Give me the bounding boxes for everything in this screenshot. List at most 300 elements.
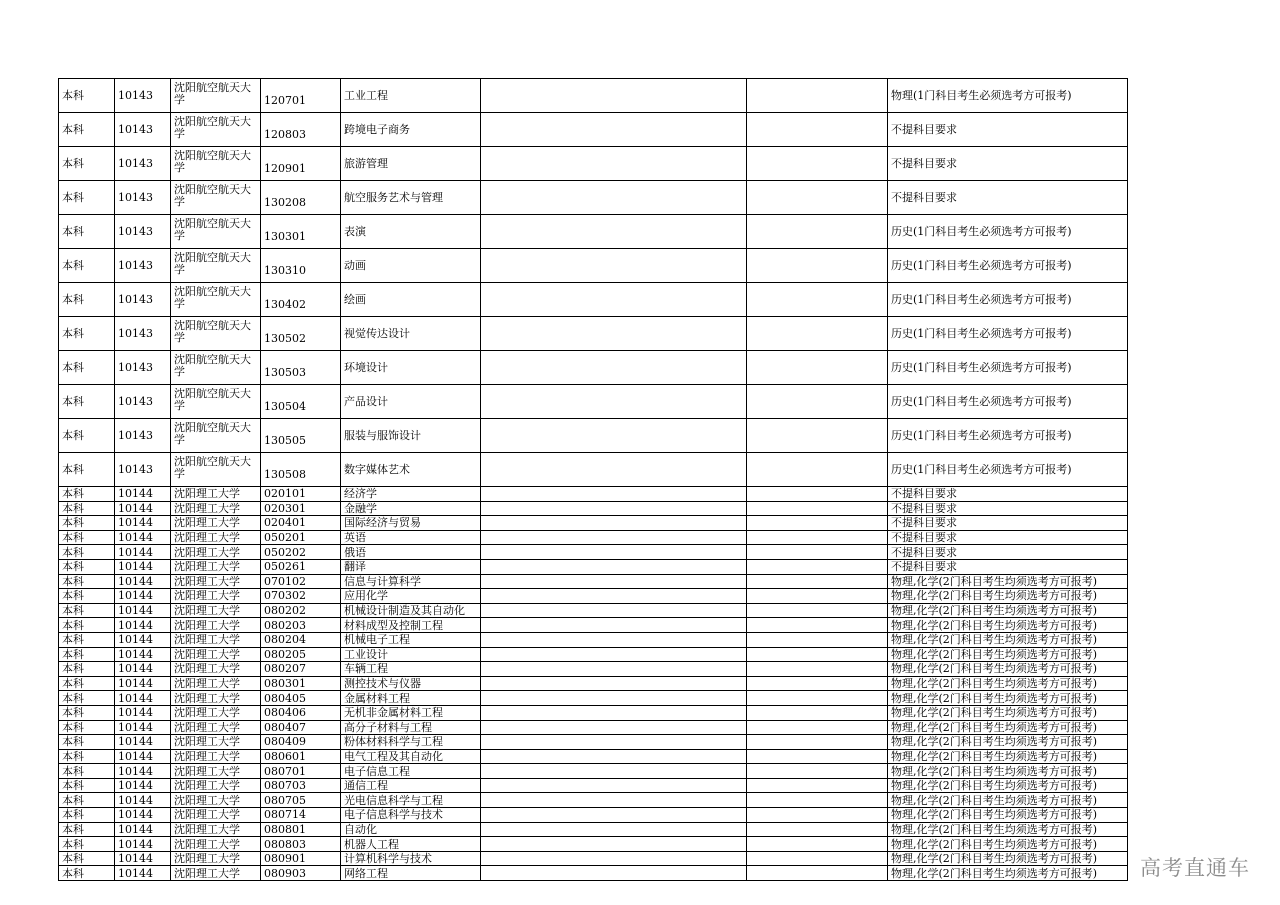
university-name-text: 沈阳航空航天大学 <box>174 286 251 310</box>
major-name-cell: 测控技术与仪器 <box>341 676 481 691</box>
subject-requirement-cell: 不提科目要求 <box>888 545 1128 560</box>
institution-code-cell: 10144 <box>115 618 171 633</box>
major-name-cell: 计算机科学与技术 <box>341 851 481 866</box>
empty-cell <box>481 215 747 249</box>
table-row <box>59 603 1128 618</box>
level-cell: 本科 <box>59 79 115 113</box>
table-row <box>59 453 1128 487</box>
level-cell: 本科 <box>59 317 115 351</box>
table-row <box>59 351 1128 385</box>
table-row <box>59 589 1128 604</box>
subject-requirement-cell: 不提科目要求 <box>888 530 1128 545</box>
institution-code-cell: 10144 <box>115 574 171 589</box>
major-code-cell: 080701 <box>261 764 341 779</box>
institution-code-cell: 10143 <box>115 215 171 249</box>
major-code-cell: 130310 <box>261 249 341 283</box>
institution-code-cell: 10144 <box>115 559 171 574</box>
table-row <box>59 822 1128 837</box>
major-name-cell: 跨境电子商务 <box>341 113 481 147</box>
empty-cell <box>481 778 747 793</box>
table-row <box>59 618 1128 633</box>
institution-code-cell: 10143 <box>115 317 171 351</box>
university-name-cell: 沈阳理工大学 <box>171 808 261 823</box>
institution-code-cell: 10144 <box>115 778 171 793</box>
empty-cell <box>747 851 888 866</box>
university-name-cell: 沈阳理工大学 <box>171 764 261 779</box>
level-cell: 本科 <box>59 735 115 750</box>
institution-code-cell: 10144 <box>115 793 171 808</box>
institution-code-cell: 10144 <box>115 530 171 545</box>
level-cell: 本科 <box>59 866 115 881</box>
empty-cell <box>747 215 888 249</box>
empty-cell <box>481 632 747 647</box>
institution-code-cell: 10144 <box>115 808 171 823</box>
university-name-cell: 沈阳理工大学 <box>171 516 261 531</box>
major-code-cell: 130503 <box>261 351 341 385</box>
empty-cell <box>481 419 747 453</box>
empty-cell <box>481 181 747 215</box>
subject-requirement-cell: 历史(1门科目考生必须选考方可报考) <box>888 215 1128 249</box>
empty-cell <box>747 837 888 852</box>
empty-cell <box>747 676 888 691</box>
major-code-cell: 080803 <box>261 837 341 852</box>
university-name-cell: 沈阳理工大学 <box>171 749 261 764</box>
table-row <box>59 866 1128 881</box>
subject-requirement-cell: 历史(1门科目考生必须选考方可报考) <box>888 453 1128 487</box>
empty-cell <box>481 385 747 419</box>
empty-cell <box>481 735 747 750</box>
level-cell: 本科 <box>59 385 115 419</box>
empty-cell <box>747 705 888 720</box>
major-name-cell: 金融学 <box>341 501 481 516</box>
empty-cell <box>747 691 888 706</box>
subject-requirement-cell: 物理,化学(2门科目考生均须选考方可报考) <box>888 691 1128 706</box>
empty-cell <box>481 113 747 147</box>
institution-code-cell: 10144 <box>115 720 171 735</box>
table-row <box>59 808 1128 823</box>
level-cell: 本科 <box>59 603 115 618</box>
table-row <box>59 735 1128 750</box>
empty-cell <box>747 778 888 793</box>
empty-cell <box>481 530 747 545</box>
university-name-text: 沈阳航空航天大学 <box>174 116 251 140</box>
university-name-text: 沈阳航空航天大学 <box>174 422 251 446</box>
university-name-cell <box>171 79 261 113</box>
level-cell: 本科 <box>59 647 115 662</box>
empty-cell <box>481 545 747 560</box>
university-name-cell: 沈阳理工大学 <box>171 603 261 618</box>
institution-code-cell: 10144 <box>115 764 171 779</box>
major-name-cell: 金属材料工程 <box>341 691 481 706</box>
table-row <box>59 516 1128 531</box>
major-code-cell: 130301 <box>261 215 341 249</box>
empty-cell <box>481 793 747 808</box>
empty-cell <box>747 764 888 779</box>
university-name-cell <box>171 385 261 419</box>
empty-cell <box>747 632 888 647</box>
empty-cell <box>481 618 747 633</box>
empty-cell <box>747 79 888 113</box>
level-cell: 本科 <box>59 113 115 147</box>
level-cell: 本科 <box>59 215 115 249</box>
university-name-cell <box>171 317 261 351</box>
major-name-cell: 通信工程 <box>341 778 481 793</box>
level-cell: 本科 <box>59 618 115 633</box>
university-name-cell: 沈阳理工大学 <box>171 632 261 647</box>
institution-code-cell: 10144 <box>115 837 171 852</box>
institution-code-cell: 10144 <box>115 822 171 837</box>
subject-requirement-cell: 历史(1门科目考生必须选考方可报考) <box>888 419 1128 453</box>
university-name-cell: 沈阳理工大学 <box>171 545 261 560</box>
table-row <box>59 501 1128 516</box>
requirements-table <box>58 78 1128 881</box>
level-cell: 本科 <box>59 283 115 317</box>
table-row <box>59 317 1128 351</box>
subject-requirement-cell: 物理,化学(2门科目考生均须选考方可报考) <box>888 720 1128 735</box>
level-cell: 本科 <box>59 749 115 764</box>
level-cell: 本科 <box>59 545 115 560</box>
institution-code-cell: 10143 <box>115 79 171 113</box>
level-cell: 本科 <box>59 676 115 691</box>
table-row <box>59 249 1128 283</box>
empty-cell <box>481 720 747 735</box>
major-code-cell: 080301 <box>261 676 341 691</box>
university-name-cell <box>171 283 261 317</box>
major-name-cell: 俄语 <box>341 545 481 560</box>
empty-cell <box>481 501 747 516</box>
major-code-cell: 130502 <box>261 317 341 351</box>
empty-cell <box>747 351 888 385</box>
major-code-cell: 130402 <box>261 283 341 317</box>
major-code-cell: 130505 <box>261 419 341 453</box>
subject-requirement-cell: 不提科目要求 <box>888 501 1128 516</box>
major-code-cell: 080407 <box>261 720 341 735</box>
major-code-cell: 020401 <box>261 516 341 531</box>
empty-cell <box>747 501 888 516</box>
university-name-cell: 沈阳理工大学 <box>171 574 261 589</box>
empty-cell <box>747 545 888 560</box>
level-cell: 本科 <box>59 487 115 502</box>
major-code-cell: 080903 <box>261 866 341 881</box>
level-cell: 本科 <box>59 530 115 545</box>
university-name-cell <box>171 351 261 385</box>
empty-cell <box>481 691 747 706</box>
major-name-cell: 应用化学 <box>341 589 481 604</box>
institution-code-cell: 10144 <box>115 647 171 662</box>
major-code-cell: 120701 <box>261 79 341 113</box>
university-name-cell: 沈阳理工大学 <box>171 793 261 808</box>
subject-requirement-cell: 不提科目要求 <box>888 559 1128 574</box>
institution-code-cell: 10144 <box>115 866 171 881</box>
major-name-cell: 电子信息工程 <box>341 764 481 779</box>
university-name-cell: 沈阳理工大学 <box>171 501 261 516</box>
empty-cell <box>481 764 747 779</box>
table-row <box>59 676 1128 691</box>
major-name-cell: 工业工程 <box>341 79 481 113</box>
table-body <box>59 79 1128 881</box>
subject-requirement-cell: 物理,化学(2门科目考生均须选考方可报考) <box>888 793 1128 808</box>
major-code-cell: 050261 <box>261 559 341 574</box>
table-row <box>59 749 1128 764</box>
institution-code-cell: 10144 <box>115 691 171 706</box>
major-name-cell: 机器人工程 <box>341 837 481 852</box>
level-cell: 本科 <box>59 419 115 453</box>
table-row <box>59 632 1128 647</box>
institution-code-cell: 10143 <box>115 351 171 385</box>
subject-requirement-cell: 物理(1门科目考生必须选考方可报考) <box>888 79 1128 113</box>
major-code-cell: 080705 <box>261 793 341 808</box>
empty-cell <box>481 822 747 837</box>
empty-cell <box>481 79 747 113</box>
level-cell: 本科 <box>59 778 115 793</box>
table-row <box>59 662 1128 677</box>
institution-code-cell: 10144 <box>115 603 171 618</box>
university-name-cell: 沈阳理工大学 <box>171 676 261 691</box>
empty-cell <box>747 283 888 317</box>
major-name-cell: 视觉传达设计 <box>341 317 481 351</box>
subject-requirement-cell: 物理,化学(2门科目考生均须选考方可报考) <box>888 851 1128 866</box>
level-cell: 本科 <box>59 559 115 574</box>
major-name-cell: 机械电子工程 <box>341 632 481 647</box>
institution-code-cell: 10143 <box>115 113 171 147</box>
university-name-text: 沈阳航空航天大学 <box>174 184 251 208</box>
institution-code-cell: 10144 <box>115 735 171 750</box>
major-name-cell: 机械设计制造及其自动化 <box>341 603 481 618</box>
empty-cell <box>481 851 747 866</box>
table-row <box>59 764 1128 779</box>
subject-requirement-cell: 物理,化学(2门科目考生均须选考方可报考) <box>888 778 1128 793</box>
table-row <box>59 559 1128 574</box>
major-code-cell: 080409 <box>261 735 341 750</box>
table-row <box>59 530 1128 545</box>
empty-cell <box>747 589 888 604</box>
institution-code-cell: 10143 <box>115 385 171 419</box>
university-name-text: 沈阳航空航天大学 <box>174 388 251 412</box>
university-name-cell <box>171 453 261 487</box>
subject-requirement-cell: 物理,化学(2门科目考生均须选考方可报考) <box>888 764 1128 779</box>
major-name-cell: 动画 <box>341 249 481 283</box>
subject-requirement-cell: 物理,化学(2门科目考生均须选考方可报考) <box>888 676 1128 691</box>
subject-requirement-cell: 物理,化学(2门科目考生均须选考方可报考) <box>888 574 1128 589</box>
major-name-cell: 电子信息科学与技术 <box>341 808 481 823</box>
university-name-cell <box>171 419 261 453</box>
major-code-cell: 080202 <box>261 603 341 618</box>
subject-requirement-cell: 物理,化学(2门科目考生均须选考方可报考) <box>888 837 1128 852</box>
table-row <box>59 837 1128 852</box>
empty-cell <box>481 516 747 531</box>
institution-code-cell: 10144 <box>115 545 171 560</box>
institution-code-cell: 10144 <box>115 487 171 502</box>
table-row <box>59 385 1128 419</box>
university-name-cell: 沈阳理工大学 <box>171 618 261 633</box>
table-row <box>59 778 1128 793</box>
table-row <box>59 545 1128 560</box>
empty-cell <box>747 530 888 545</box>
major-name-cell: 车辆工程 <box>341 662 481 677</box>
empty-cell <box>747 808 888 823</box>
empty-cell <box>747 487 888 502</box>
institution-code-cell: 10143 <box>115 249 171 283</box>
empty-cell <box>747 574 888 589</box>
empty-cell <box>747 662 888 677</box>
major-name-cell: 高分子材料与工程 <box>341 720 481 735</box>
empty-cell <box>481 589 747 604</box>
table-row <box>59 113 1128 147</box>
empty-cell <box>747 249 888 283</box>
empty-cell <box>747 113 888 147</box>
institution-code-cell: 10143 <box>115 419 171 453</box>
major-code-cell: 020301 <box>261 501 341 516</box>
major-code-cell: 080207 <box>261 662 341 677</box>
empty-cell <box>747 603 888 618</box>
major-code-cell: 080714 <box>261 808 341 823</box>
empty-cell <box>481 574 747 589</box>
institution-code-cell: 10143 <box>115 147 171 181</box>
subject-requirement-cell: 历史(1门科目考生必须选考方可报考) <box>888 351 1128 385</box>
major-name-cell: 信息与计算科学 <box>341 574 481 589</box>
major-name-cell: 数字媒体艺术 <box>341 453 481 487</box>
subject-requirement-cell: 物理,化学(2门科目考生均须选考方可报考) <box>888 662 1128 677</box>
university-name-cell: 沈阳理工大学 <box>171 837 261 852</box>
university-name-cell <box>171 147 261 181</box>
empty-cell <box>481 837 747 852</box>
university-name-cell: 沈阳理工大学 <box>171 705 261 720</box>
level-cell: 本科 <box>59 516 115 531</box>
table-row <box>59 793 1128 808</box>
university-name-cell: 沈阳理工大学 <box>171 647 261 662</box>
university-name-cell: 沈阳理工大学 <box>171 720 261 735</box>
level-cell: 本科 <box>59 574 115 589</box>
empty-cell <box>747 866 888 881</box>
empty-cell <box>747 618 888 633</box>
major-name-cell: 粉体材料科学与工程 <box>341 735 481 750</box>
empty-cell <box>481 866 747 881</box>
empty-cell <box>747 647 888 662</box>
institution-code-cell: 10143 <box>115 283 171 317</box>
subject-requirement-cell: 物理,化学(2门科目考生均须选考方可报考) <box>888 822 1128 837</box>
university-name-text: 沈阳航空航天大学 <box>174 354 251 378</box>
level-cell: 本科 <box>59 764 115 779</box>
table-row <box>59 181 1128 215</box>
watermark-logo-text: 高考直通车 <box>1140 856 1250 880</box>
empty-cell <box>747 516 888 531</box>
table-row <box>59 215 1128 249</box>
major-name-cell: 电气工程及其自动化 <box>341 749 481 764</box>
empty-cell <box>481 351 747 385</box>
table-row <box>59 720 1128 735</box>
empty-cell <box>481 808 747 823</box>
empty-cell <box>481 453 747 487</box>
level-cell: 本科 <box>59 249 115 283</box>
major-name-cell: 绘画 <box>341 283 481 317</box>
subject-requirement-cell: 不提科目要求 <box>888 487 1128 502</box>
institution-code-cell: 10144 <box>115 676 171 691</box>
major-name-cell: 网络工程 <box>341 866 481 881</box>
subject-requirement-cell: 历史(1门科目考生必须选考方可报考) <box>888 283 1128 317</box>
subject-requirement-cell: 物理,化学(2门科目考生均须选考方可报考) <box>888 749 1128 764</box>
level-cell: 本科 <box>59 705 115 720</box>
empty-cell <box>481 487 747 502</box>
empty-cell <box>481 647 747 662</box>
empty-cell <box>747 419 888 453</box>
empty-cell <box>481 662 747 677</box>
major-code-cell: 080406 <box>261 705 341 720</box>
major-code-cell: 130208 <box>261 181 341 215</box>
major-name-cell: 自动化 <box>341 822 481 837</box>
empty-cell <box>747 181 888 215</box>
level-cell: 本科 <box>59 808 115 823</box>
empty-cell <box>747 720 888 735</box>
major-code-cell: 080205 <box>261 647 341 662</box>
table-row <box>59 147 1128 181</box>
institution-code-cell: 10144 <box>115 516 171 531</box>
empty-cell <box>481 603 747 618</box>
major-name-cell: 国际经济与贸易 <box>341 516 481 531</box>
table-row <box>59 487 1128 502</box>
major-code-cell: 080703 <box>261 778 341 793</box>
level-cell: 本科 <box>59 632 115 647</box>
university-name-cell: 沈阳理工大学 <box>171 822 261 837</box>
subject-requirement-cell: 物理,化学(2门科目考生均须选考方可报考) <box>888 589 1128 604</box>
major-code-cell: 070302 <box>261 589 341 604</box>
major-code-cell: 020101 <box>261 487 341 502</box>
major-code-cell: 050201 <box>261 530 341 545</box>
major-name-cell: 服装与服饰设计 <box>341 419 481 453</box>
major-name-cell: 环境设计 <box>341 351 481 385</box>
empty-cell <box>481 705 747 720</box>
university-name-cell <box>171 215 261 249</box>
table-row <box>59 419 1128 453</box>
major-name-cell: 无机非金属材料工程 <box>341 705 481 720</box>
subject-requirement-cell: 物理,化学(2门科目考生均须选考方可报考) <box>888 647 1128 662</box>
subject-requirement-cell: 不提科目要求 <box>888 181 1128 215</box>
level-cell: 本科 <box>59 691 115 706</box>
institution-code-cell: 10143 <box>115 181 171 215</box>
subject-requirement-cell: 物理,化学(2门科目考生均须选考方可报考) <box>888 618 1128 633</box>
institution-code-cell: 10144 <box>115 705 171 720</box>
major-name-cell: 翻译 <box>341 559 481 574</box>
university-name-cell: 沈阳理工大学 <box>171 530 261 545</box>
major-code-cell: 120803 <box>261 113 341 147</box>
level-cell: 本科 <box>59 851 115 866</box>
major-name-cell: 英语 <box>341 530 481 545</box>
level-cell: 本科 <box>59 822 115 837</box>
major-name-cell: 材料成型及控制工程 <box>341 618 481 633</box>
subject-requirement-cell: 不提科目要求 <box>888 147 1128 181</box>
major-code-cell: 070102 <box>261 574 341 589</box>
empty-cell <box>747 317 888 351</box>
university-name-text: 沈阳航空航天大学 <box>174 320 251 344</box>
major-name-cell: 光电信息科学与工程 <box>341 793 481 808</box>
subject-requirement-cell: 不提科目要求 <box>888 113 1128 147</box>
table-row <box>59 851 1128 866</box>
subject-requirement-cell: 物理,化学(2门科目考生均须选考方可报考) <box>888 632 1128 647</box>
university-name-cell: 沈阳理工大学 <box>171 866 261 881</box>
subject-requirement-cell: 历史(1门科目考生必须选考方可报考) <box>888 249 1128 283</box>
institution-code-cell: 10144 <box>115 501 171 516</box>
major-name-cell: 表演 <box>341 215 481 249</box>
major-name-cell: 航空服务艺术与管理 <box>341 181 481 215</box>
subject-requirement-cell: 物理,化学(2门科目考生均须选考方可报考) <box>888 808 1128 823</box>
institution-code-cell: 10144 <box>115 662 171 677</box>
table-row <box>59 574 1128 589</box>
university-name-cell: 沈阳理工大学 <box>171 589 261 604</box>
table-row <box>59 79 1128 113</box>
empty-cell <box>747 735 888 750</box>
empty-cell <box>481 676 747 691</box>
empty-cell <box>747 793 888 808</box>
university-name-cell: 沈阳理工大学 <box>171 851 261 866</box>
